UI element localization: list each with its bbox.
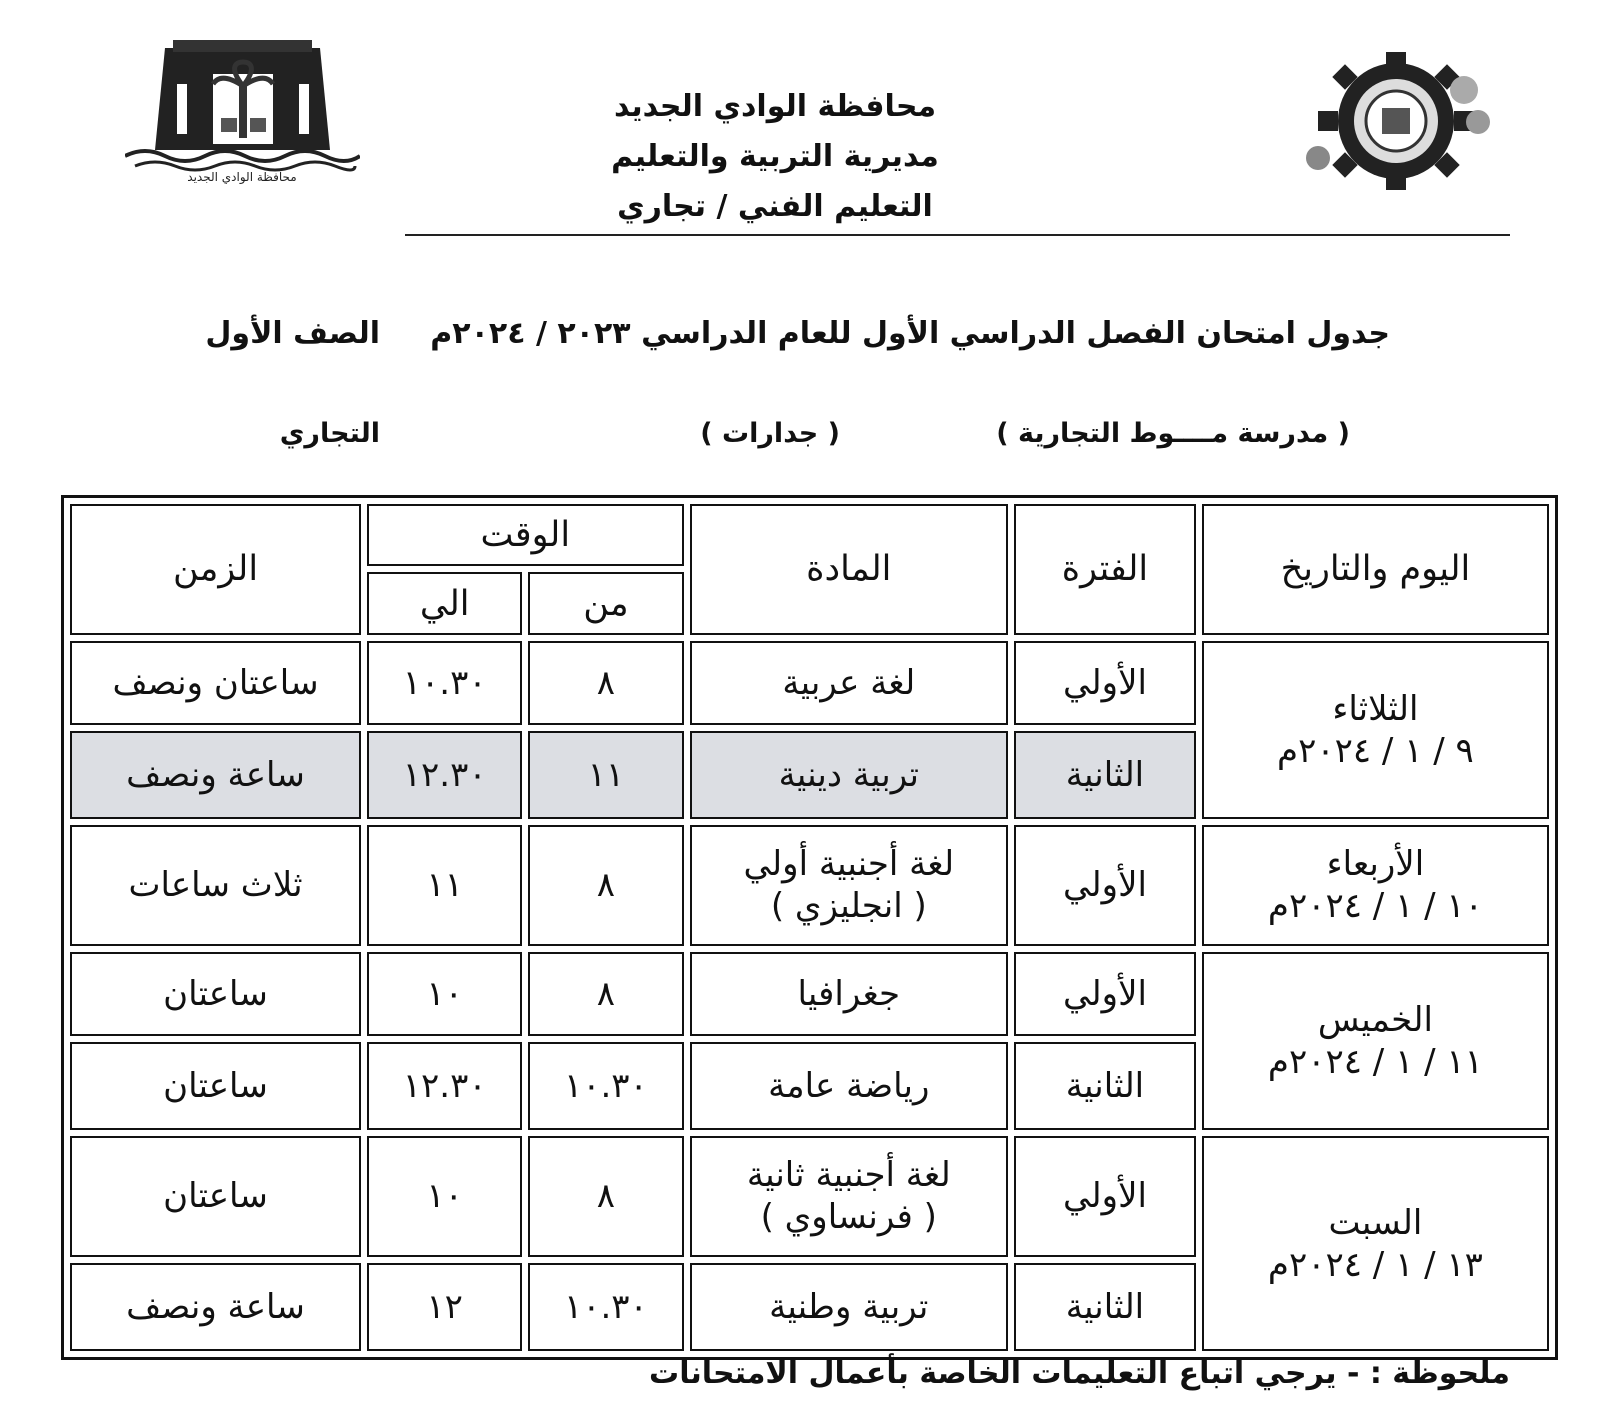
- subject-cell: تربية دينية: [690, 731, 1009, 819]
- school-name: ( مدرسة مــــوط التجارية ): [996, 418, 1350, 449]
- table-row: [70, 825, 1549, 946]
- header-day-date: اليوم والتاريخ: [1202, 504, 1549, 635]
- footer-note: ملحوظة : - يرجي اتباع التعليمات الخاصة بأعمال الامتحانات: [649, 1356, 1510, 1391]
- period-cell: الثانية: [1014, 1042, 1196, 1130]
- period-cell: الأولي: [1014, 1136, 1196, 1257]
- from-cell: ٨: [528, 825, 683, 946]
- grade-label: الصف الأول: [205, 316, 380, 351]
- day-date: ١١ / ١ / ٢٠٢٤م: [1267, 1041, 1483, 1082]
- to-cell: ١٢: [367, 1263, 522, 1351]
- header-from: من: [528, 572, 683, 634]
- subject-cell: [690, 825, 1009, 946]
- day-date: ١٠ / ١ / ٢٠٢٤م: [1267, 886, 1483, 927]
- day-name: السبت: [1328, 1202, 1423, 1243]
- day-cell: [1202, 641, 1549, 819]
- from-cell: ١٠.٣٠: [528, 1042, 683, 1130]
- header-directorate: مديرية التربية والتعليم: [611, 139, 939, 174]
- from-cell: ١١: [528, 731, 683, 819]
- period-cell: الأولي: [1014, 825, 1196, 946]
- from-cell: ٨: [528, 1136, 683, 1257]
- day-name: الخميس: [1317, 999, 1433, 1040]
- duration-cell: ساعة ونصف: [70, 731, 361, 819]
- subject-line-2: ( فرنساوي ): [760, 1197, 937, 1238]
- to-cell: ١٠: [367, 1136, 522, 1257]
- to-cell: ١١: [367, 825, 522, 946]
- header-block: [560, 82, 990, 232]
- subject-cell: تربية وطنية: [690, 1263, 1009, 1351]
- duration-cell: ساعتان ونصف: [70, 641, 361, 725]
- day-date: ٩ / ١ / ٢٠٢٤م: [1277, 731, 1474, 772]
- table-row: [70, 1136, 1549, 1257]
- exam-schedule-table: [61, 495, 1558, 1360]
- subject-line-2: ( انجليزي ): [770, 886, 927, 927]
- subject-line: لغة أجنبية ثانية: [746, 1155, 951, 1196]
- duration-cell: ثلاث ساعات: [70, 825, 361, 946]
- duration-cell: ساعتان: [70, 1136, 361, 1257]
- day-name: الأربعاء: [1326, 844, 1425, 885]
- period-cell: الأولي: [1014, 641, 1196, 725]
- from-cell: ١٠.٣٠: [528, 1263, 683, 1351]
- subject-line: لغة أجنبية أولي: [743, 844, 955, 885]
- division-label: ( جدارات ): [700, 418, 840, 449]
- header-to: الي: [367, 572, 522, 634]
- subject-cell: [690, 1136, 1009, 1257]
- header-time: الوقت: [367, 504, 683, 566]
- day-date: ١٣ / ١ / ٢٠٢٤م: [1267, 1244, 1483, 1285]
- from-cell: ٨: [528, 641, 683, 725]
- table-row: [70, 641, 1549, 725]
- duration-cell: ساعتان: [70, 952, 361, 1036]
- table-row: [70, 952, 1549, 1036]
- day-name: الثلاثاء: [1332, 689, 1419, 730]
- governorate-logo-caption: محافظة الوادي الجديد: [187, 170, 297, 184]
- day-cell: [1202, 952, 1549, 1130]
- header-department: التعليم الفني / تجاري: [617, 189, 933, 224]
- to-cell: ١٠: [367, 952, 522, 1036]
- branch-label: التجاري: [279, 418, 380, 449]
- governorate-logo: [125, 38, 360, 186]
- header-divider: [405, 234, 1510, 236]
- duration-cell: ساعتان: [70, 1042, 361, 1130]
- header-duration: الزمن: [70, 504, 361, 635]
- period-cell: الثانية: [1014, 731, 1196, 819]
- from-cell: ٨: [528, 952, 683, 1036]
- period-cell: الثانية: [1014, 1263, 1196, 1351]
- period-cell: الأولي: [1014, 952, 1196, 1036]
- subject-cell: لغة عربية: [690, 641, 1009, 725]
- to-cell: ١٠.٣٠: [367, 641, 522, 725]
- subject-cell: جغرافيا: [690, 952, 1009, 1036]
- duration-cell: ساعة ونصف: [70, 1263, 361, 1351]
- to-cell: ١٢.٣٠: [367, 1042, 522, 1130]
- header-governorate: محافظة الوادي الجديد: [613, 89, 937, 124]
- to-cell: ١٢.٣٠: [367, 731, 522, 819]
- day-cell: [1202, 825, 1549, 946]
- header-period: الفترة: [1014, 504, 1196, 635]
- schedule-title: جدول امتحان الفصل الدراسي الأول للعام الدراسي ٢٠٢٣ / ٢٠٢٤م: [430, 316, 1390, 351]
- technical-education-logo: [1278, 50, 1513, 192]
- header-subject: المادة: [690, 504, 1009, 635]
- subject-cell: رياضة عامة: [690, 1042, 1009, 1130]
- day-cell: [1202, 1136, 1549, 1351]
